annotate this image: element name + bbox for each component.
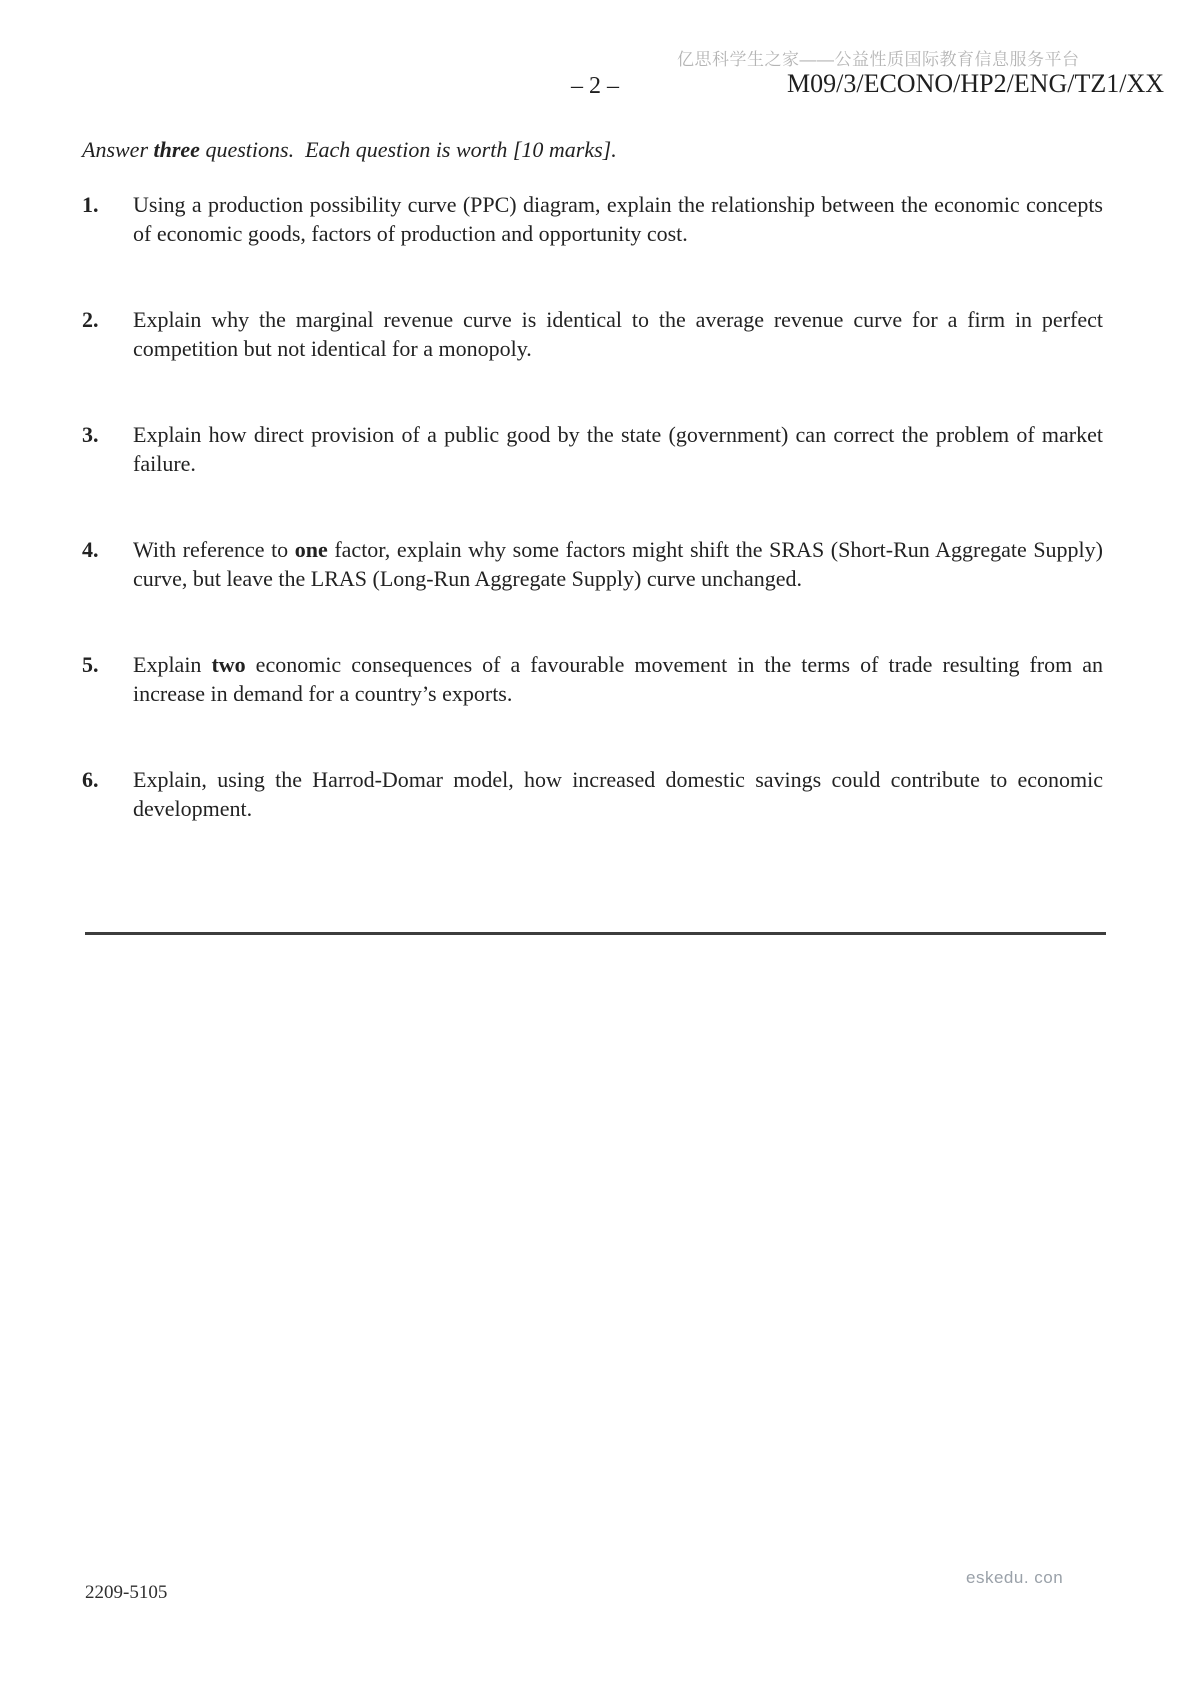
page-number: – 2 – — [571, 73, 619, 99]
question-2-number: 2. — [82, 307, 99, 332]
question-1 — [82, 190, 1103, 248]
answer-instruction: Answer three questions. Each question is worth [10 marks]. — [82, 137, 617, 162]
footer-site-watermark: eskedu. con — [966, 1568, 1064, 1587]
paper-reference: 2209-5105 — [85, 1582, 168, 1603]
question-1-text: Using a production possibility curve (PPC) diagram, explain the relationship between the economic concepts of economic goods, factors of production and opportunity cost. — [133, 192, 1103, 246]
question-6-text: Explain, using the Harrod-Domar model, how increased domestic savings could contribute to economic development. — [133, 767, 1103, 821]
question-4-text: With reference to one factor, explain why some factors might shift the SRAS (Short-Run Aggregate Supply) curve, but leave the LRAS (Long-Run Aggregate Supply) curve unchanged. — [133, 537, 1103, 591]
end-of-questions-rule — [85, 932, 1106, 935]
question-4-number: 4. — [82, 537, 99, 562]
question-2-text: Explain why the marginal revenue curve is identical to the average revenue curve for a firm in perfect competition but not identical for a monopoly. — [133, 307, 1103, 361]
question-3 — [82, 420, 1103, 478]
question-3-number: 3. — [82, 422, 99, 447]
paper-code: M09/3/ECONO/HP2/ENG/TZ1/XX — [787, 69, 1164, 98]
question-5-number: 5. — [82, 652, 99, 677]
question-4 — [82, 535, 1103, 593]
question-6 — [82, 765, 1103, 823]
question-2 — [82, 305, 1103, 363]
question-5 — [82, 650, 1103, 708]
header-watermark: 亿思科学生之家——公益性质国际教育信息服务平台 — [677, 50, 1080, 69]
question-6-number: 6. — [82, 767, 99, 792]
question-3-text: Explain how direct provision of a public good by the state (government) can correct the problem of market failure. — [133, 422, 1103, 476]
question-5-text: Explain two economic consequences of a favourable movement in the terms of trade resulting from an increase in demand for a country’s exports. — [133, 652, 1103, 706]
question-1-number: 1. — [82, 192, 99, 217]
